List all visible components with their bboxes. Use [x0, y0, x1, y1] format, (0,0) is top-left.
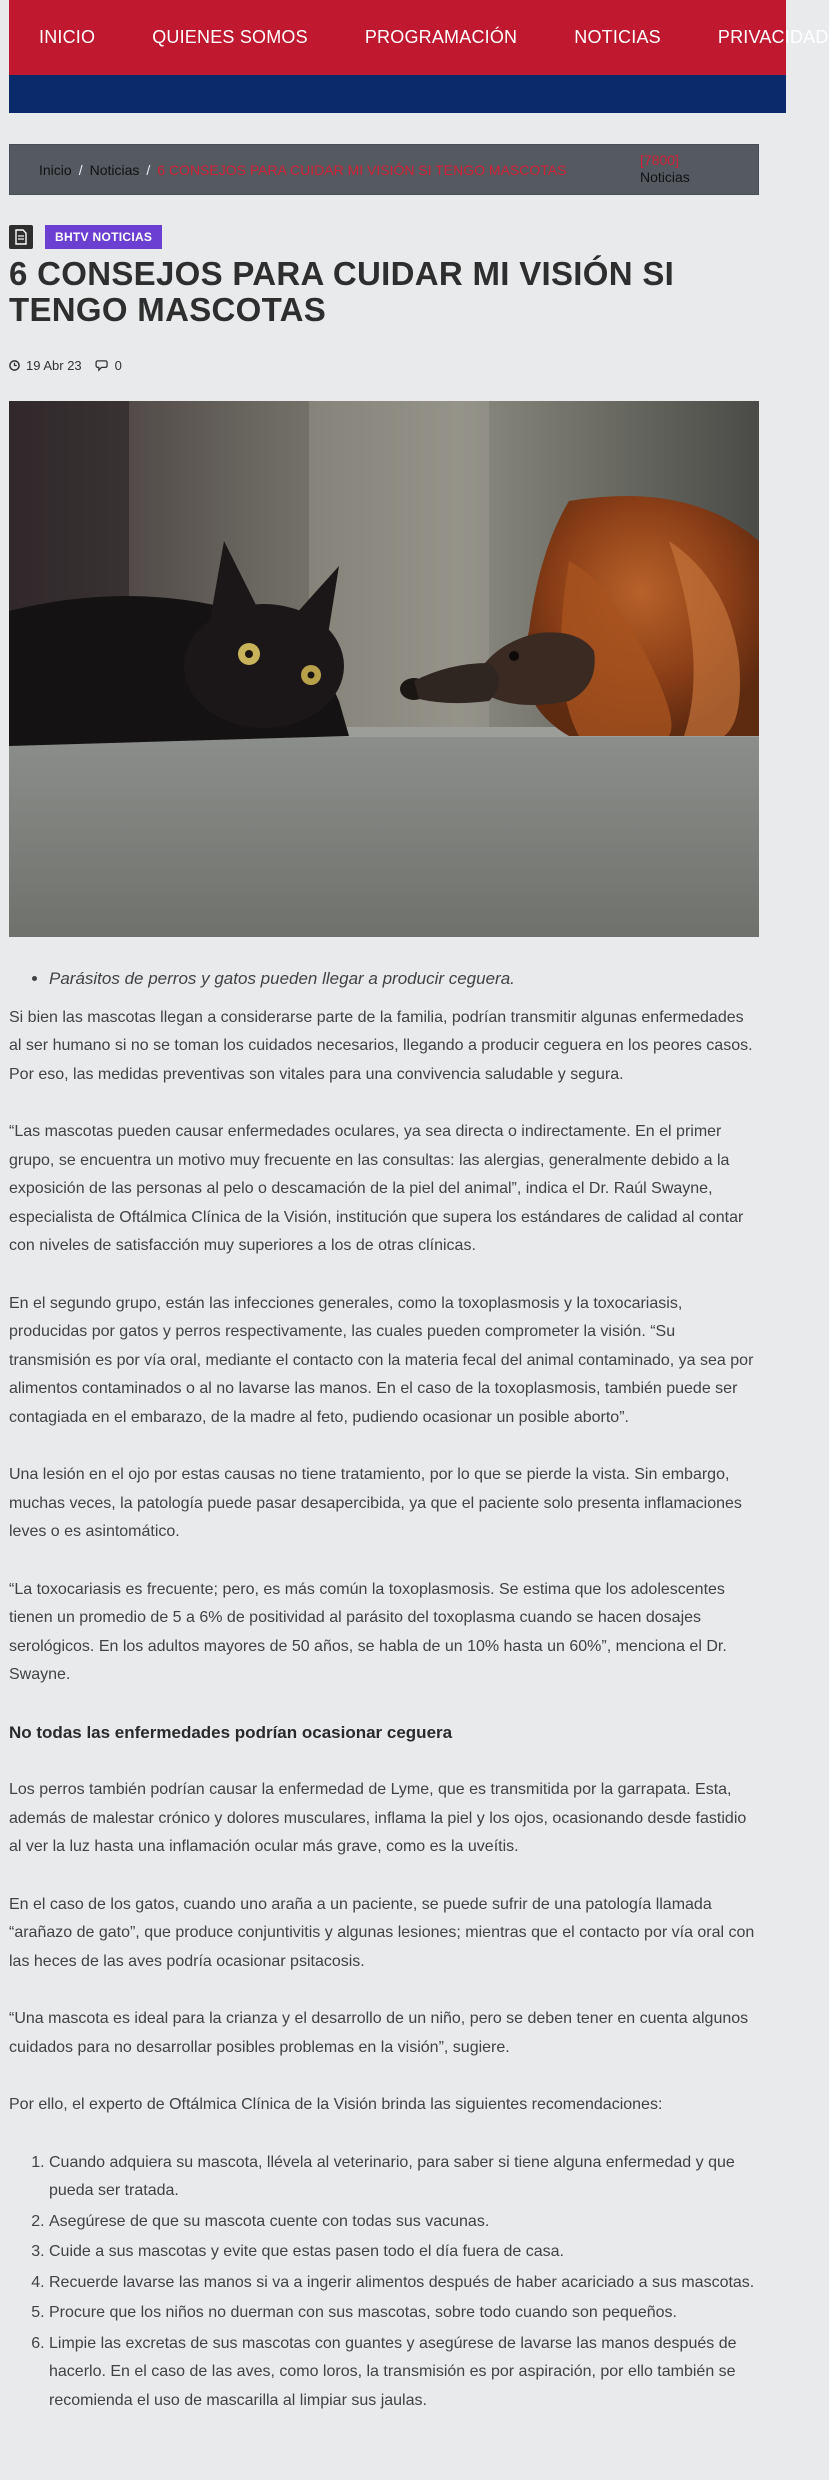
list-item: 6. Limpie las excretas de sus mascotas con guantes y asegúrese de lavarse las manos después de hacerlo. En el caso de las aves, como loros, la transmisión es por aspiración, por ello también se recomienda el uso de mascarilla al limpiar sus jaulas.: [49, 2330, 759, 2416]
recommendations-list: [9, 2149, 759, 2416]
article-body: [9, 965, 759, 2417]
clock-icon: [9, 360, 20, 371]
document-icon: [9, 225, 33, 249]
article-hero-image: [9, 401, 759, 937]
breadcrumb-tag-label[interactable]: Noticias: [640, 169, 690, 185]
breadcrumb-separator: /: [146, 162, 151, 178]
list-item: 4. Recuerde lavarse las manos si va a ingerir alimentos después de haber acariciado a sus mascotas.: [49, 2269, 759, 2298]
breadcrumb-tag: [640, 152, 690, 186]
breadcrumb-trail: [39, 162, 566, 178]
article-paragraph: Los perros también podrían causar la enfermedad de Lyme, que es transmitida por la garrapata. Esta, además de malestar crónico y dolores musculares, inflama la piel y los ojos, ocasionando desde fastidio al ver la luz hasta una inflamación ocular más grave, como es la uveítis.: [9, 1781, 747, 1855]
comments-count: 0: [114, 358, 122, 373]
post-date: [9, 358, 82, 373]
article-paragraph: “Las mascotas pueden causar enfermedades oculares, ya sea directa o indirectamente. En el primer grupo, se encuentra un motivo muy frecuente en las consultas: las alergias, generalmente debido a la exposición de las personas al pelo o descamación de la piel del animal”, indica el Dr. Raúl Swayne, especialista de Oftálmica Clínica de la Visión, institución que supera los estándares de calidad al contar con niveles de satisfacción muy superiores a los de otras clínicas.: [9, 1123, 744, 1254]
breadcrumb-separator: /: [78, 162, 83, 178]
nav-item-inicio[interactable]: INICIO: [39, 27, 96, 47]
breadcrumb-home-link[interactable]: Inicio: [39, 162, 72, 178]
comments-icon: [96, 360, 109, 371]
post-category-row: [9, 225, 162, 249]
main-menu: [9, 0, 829, 75]
page-title: 6 CONSEJOS PARA CUIDAR MI VISIÓN SI TENGO MASCOTAS: [9, 255, 675, 328]
article-paragraph: Una lesión en el ojo por estas causas no tiene tratamiento, por lo que se pierde la vista. Sin embargo, muchas veces, la patología puede pasar desapercibida, ya que el paciente solo presenta inflamaciones leves o es asintomático.: [9, 1466, 742, 1540]
nav-item-programacion[interactable]: PROGRAMACIÓN: [364, 27, 518, 47]
article-paragraph: En el caso de los gatos, cuando uno araña a un paciente, se puede sufrir de una patología llamada “arañazo de gato”, que produce conjuntivitis y algunas lesiones; mientras que el contacto por vía oral con las heces de las aves podría ocasionar psitacosis.: [9, 1895, 755, 1970]
post-date-text: 19 Abr 23: [26, 358, 82, 373]
article-subheading: No todas las enfermedades podrían ocasionar ceguera: [9, 1722, 453, 1742]
category-badge[interactable]: BHTV NOTICIAS: [45, 225, 162, 249]
article-paragraph: “La toxocariasis es frecuente; pero, es más común la toxoplasmosis. Se estima que los adolescentes tienen un promedio de 5 a 6% de positividad al parásito del toxoplasma cuando se hacen dosajes serológicos. En los adultos mayores de 50 años, se habla de un 10% hasta un 60%”, menciona el Dr. Swayne.: [9, 1580, 727, 1683]
article-paragraph: Si bien las mascotas llegan a considerarse parte de la familia, podrían transmitir algunas enfermedades al ser humano si no se toman los cuidados necesarios, llegando a producir ceguera en los peores casos. Por eso, las medidas preventivas son vitales para una convivencia saludable y segura.: [9, 1008, 753, 1083]
nav-item-noticias[interactable]: NOTICIAS: [574, 27, 661, 47]
breadcrumb-current: 6 CONSEJOS PARA CUIDAR MI VISIÓN SI TENGO MASCOTAS: [157, 162, 567, 178]
list-item: 5. Procure que los niños no duerman con sus mascotas, sobre todo cuando son pequeños.: [49, 2299, 759, 2328]
breadcrumb-section-link[interactable]: Noticias: [89, 162, 140, 178]
article-paragraph: “Una mascota es ideal para la crianza y el desarrollo de un niño, pero se deben tener en cuenta algunos cuidados para no desarrollar posibles problemas en la visión”, sugiere.: [9, 2010, 749, 2056]
article-paragraph: En el segundo grupo, están las infecciones generales, como la toxoplasmosis y la toxocariasis, producidas por gatos y perros respectivamente, las cuales pueden comprometer la visión. “Su transmisión es por vía oral, mediante el contacto con la materia fecal del animal contaminado, ya sea por alimentos contaminados o al no lavarse las manos. En el caso de la toxoplasmosis, también puede ser contagiada en el embarazo, de la madre al feto, pudiendo ocasionar un posible aborto”.: [9, 1294, 754, 1426]
article-highlights: [9, 965, 759, 994]
nav-color-band: [9, 75, 786, 113]
list-item: 2. Asegúrese de que su mascota cuente con todas sus vacunas.: [49, 2208, 759, 2237]
nav-item-privacidad[interactable]: PRIVACIDAD: [717, 27, 829, 47]
list-item: 1. Cuando adquiera su mascota, llévela al veterinario, para saber si tiene alguna enfermedad y que pueda ser tratada.: [49, 2149, 759, 2206]
top-navigation: [9, 0, 829, 113]
post-comments[interactable]: [96, 358, 122, 373]
list-item: 3. Cuide a sus mascotas y evite que estas pasen todo el día fuera de casa.: [49, 2238, 759, 2267]
list-item: • Parásitos de perros y gatos pueden llegar a producir ceguera.: [49, 965, 759, 994]
breadcrumb-tag-code: [7800]: [640, 152, 679, 168]
nav-item-quienes-somos[interactable]: QUIENES SOMOS: [152, 27, 308, 47]
breadcrumb: [9, 144, 759, 195]
article-paragraph: Por ello, el experto de Oftálmica Clínica de la Visión brinda las siguientes recomendaciones:: [9, 2096, 663, 2113]
post-info: [9, 358, 136, 373]
